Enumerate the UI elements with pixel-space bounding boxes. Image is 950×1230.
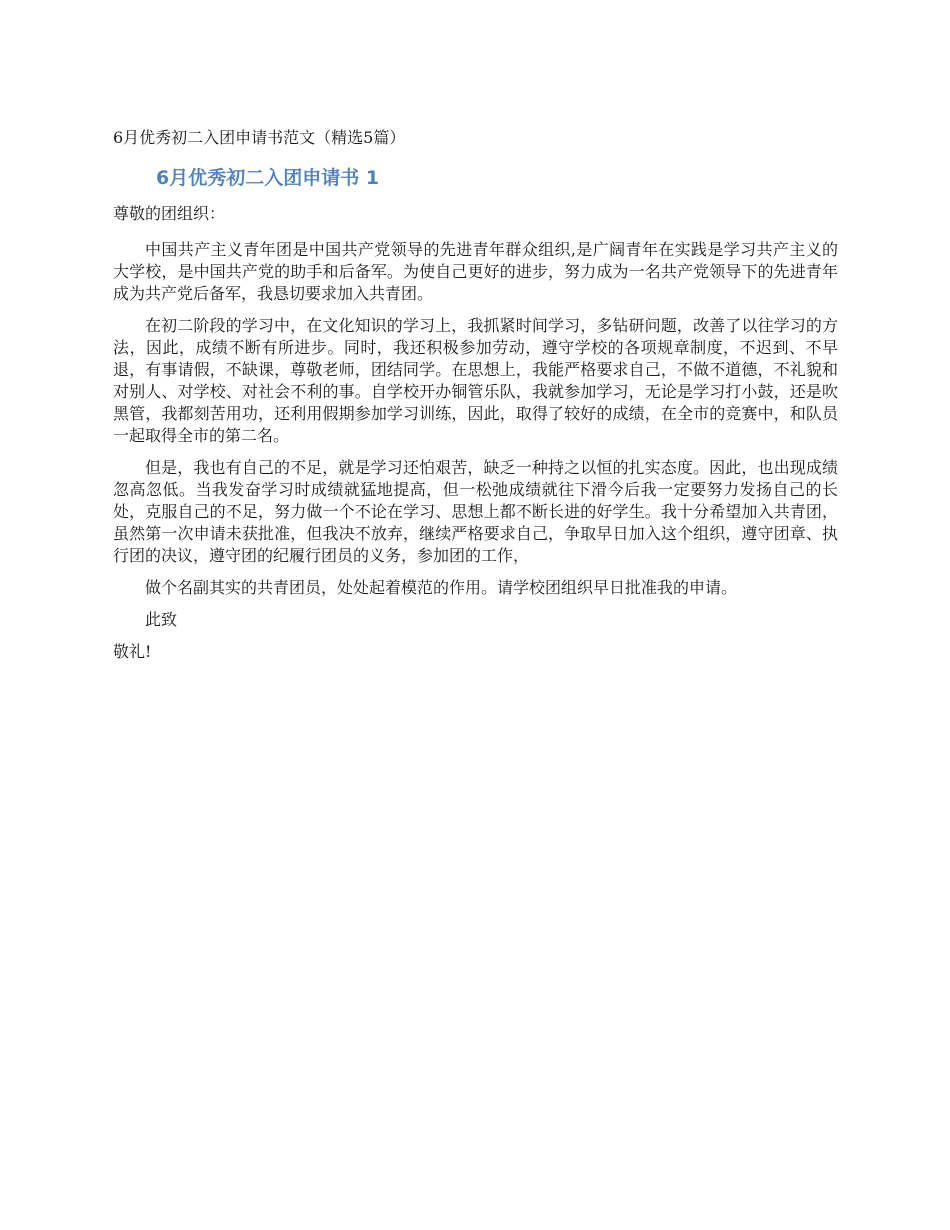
document-title: 6月优秀初二入团申请书范文（精选5篇）	[113, 128, 406, 147]
paragraph-4: 做个名副其实的共青团员，处处起着模范的作用。请学校团组织早日批准我的申请。	[145, 578, 738, 597]
paragraph-2: 在初二阶段的学习中，在文化知识的学习上，我抓紧时间学习，多钻研问题，改善了以往学习的方法，因此，成绩不断有所进步。同时，我还积极参加劳动，遵守学校的各项规章制度，不迟到、不早退，有事请假，不缺课，尊敬老师，团结同学。在思想上，我能严格要求自己，不做不道德，不礼貌和对别人、对学校、对社会不利的事。自学校开办铜管乐队，我就参加学习，无论是学习打小鼓，还是吹黑管，我都刻苦用功，还利用假期参加学习训练，因此，取得了较好的成绩，在全市的竞赛中，和队员一起取得全市的第二名。	[113, 316, 838, 445]
salutation: 尊敬的团组织：	[113, 204, 226, 223]
letter-body	[113, 203, 838, 673]
paragraph-3: 但是，我也有自己的不足，就是学习还怕艰苦，缺乏一种持之以恒的扎实态度。因此，也出现成绩忽高忽低。当我发奋学习时成绩就猛地提高，但一松弛成绩就往下滑今后我一定要努力发扬自己的长处，克服自己的不足，努力做一个不论在学习、思想上都不断长进的好学生。我十分希望加入共青团，虽然第一次申请未获批准，但我决不放弃，继续严格要求自己，争取早日加入这个组织，遵守团章、执行团的决议，遵守团的纪履行团员的义务，参加团的工作，	[113, 458, 838, 565]
section-heading: 6月优秀初二入团申请书 1	[156, 167, 380, 189]
regards: 敬礼!	[113, 642, 152, 661]
paragraph-1: 中国共产主义青年团是中国共产党领导的先进青年群众组织,是广阔青年在实践是学习共产主义的大学校，是中国共产党的助手和后备军。为使自己更好的进步，努力成为一名共产党领导下的先进青年成为共产党后备军，我恳切要求加入共青团。	[113, 240, 838, 303]
closing: 此致	[145, 610, 178, 629]
